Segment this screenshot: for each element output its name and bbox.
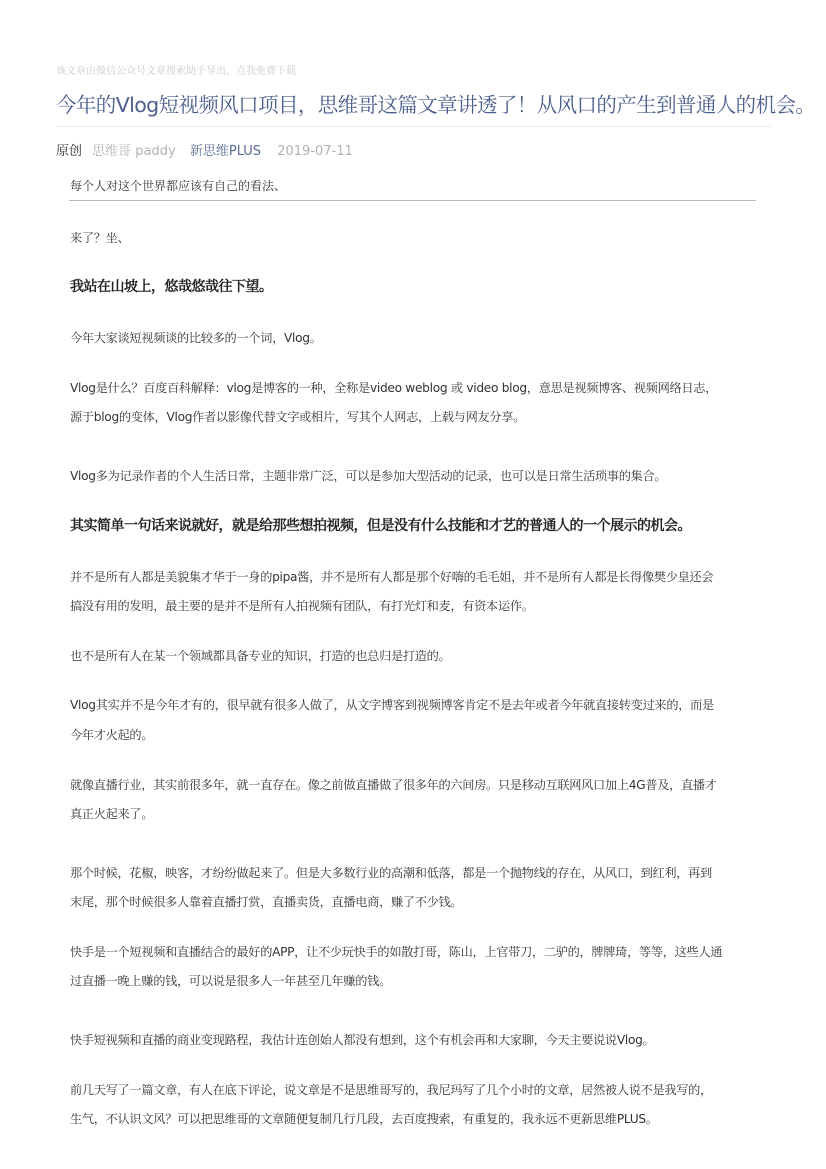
paragraph-line: 末尾，那个时候很多人靠着直播打赏，直播卖货，直播电商，赚了不少钱。: [70, 895, 463, 909]
paragraph-line: 搞没有用的发明，最主要的是并不是所有人拍视频有团队，有打光灯和麦，有资本运作。: [70, 599, 534, 613]
paragraph-line: 那个时候，花椒，映客，才纷纷做起来了。但是大多数行业的高潮和低落，都是一个抛物线的存在，从风口，到红利，再到: [70, 866, 712, 880]
paragraph-line: 过直播一晚上赚的钱，可以说是很多人一年甚至几年赚的钱。: [70, 974, 391, 988]
paragraph: Vlog多为记录作者的个人生活日常，主题非常广泛，可以是参加大型活动的记录，也可以是日常生活琐事的集合。: [70, 469, 667, 483]
paragraph: 也不是所有人在某一个领域都具备专业的知识，打造的也总归是打造的。: [70, 649, 451, 663]
intro-quote: 每个人对这个世界都应该有自己的看法、: [70, 179, 287, 193]
paragraph-line: 并不是所有人都是美貌集才华于一身的pipa酱，并不是所有人都是那个好嗨的毛毛姐，并不是所有人都是长得像樊少皇还会: [70, 570, 714, 584]
paragraph-line: Vlog其实并不是今年才有的，很早就有很多人做了，从文字博客到视频博客肯定不是去年或者今年就直接转变过来的，而是: [70, 698, 714, 712]
article-title: 今年的Vlog短视频风口项目，思维哥这篇文章讲透了！从风口的产生到普通人的机会。: [56, 93, 816, 117]
paragraph: 今年大家谈短视频谈的比较多的一个词，Vlog。: [70, 331, 322, 345]
quote-divider: [69, 200, 756, 201]
paragraph-line: 前几天写了一篇文章，有人在底下评论，说文章是不是思维哥写的，我尼玛写了几个小时的文章，居然被人说不是我写的，: [70, 1083, 712, 1097]
paragraph-line: 快手是一个短视频和直播结合的最好的APP，让不少玩快手的如散打哥，陈山，上官带刀，二驴的，牌牌琦，等等，这些人通: [70, 945, 723, 959]
publish-date: 2019-07-11: [277, 144, 353, 159]
paragraph-line: Vlog是什么？百度百科解释：vlog是博客的一种，全称是video weblog 或 video blog，意思是视频博客、视频网络日志，: [70, 381, 718, 395]
article-meta: [56, 140, 353, 159]
account-link[interactable]: 新思维PLUS: [189, 144, 262, 159]
paragraph: 快手短视频和直播的商业变现路程，我估计连创始人都没有想到，这个有机会再和大家聊，今天主要说说Vlog。: [70, 1033, 655, 1047]
paragraph-line: 今年才火起的。: [70, 728, 154, 742]
paragraph: 来了？坐、: [70, 231, 130, 245]
paragraph-line: 真正火起来了。: [70, 807, 154, 821]
export-notice-link[interactable]: 该文章由微信公众号文章搜索助手导出，点我免费下载: [56, 66, 296, 77]
paragraph-line: 源于blog的变体，Vlog作者以影像代替文字或相片，写其个人网志，上载与网友分享。: [70, 410, 526, 424]
title-divider: [56, 126, 772, 127]
paragraph-line: 生气，不认识文风？可以把思维哥的文章随便复制几行几段，去百度搜索，有重复的，我永远不更新思维PLUS。: [70, 1112, 658, 1126]
author-name: 思维哥 paddy: [92, 144, 176, 159]
original-label: 原创: [56, 144, 83, 159]
bold-heading: 其实简单一句话来说就好，就是给那些想拍视频，但是没有什么技能和才艺的普通人的一个展示的机会。: [70, 518, 691, 534]
bold-heading: 我站在山坡上，悠哉悠哉往下望。: [70, 279, 273, 295]
paragraph-line: 就像直播行业，其实前很多年，就一直存在。像之前做直播做了很多年的六间房。只是移动互联网风口加上4G普及，直播才: [70, 778, 717, 792]
